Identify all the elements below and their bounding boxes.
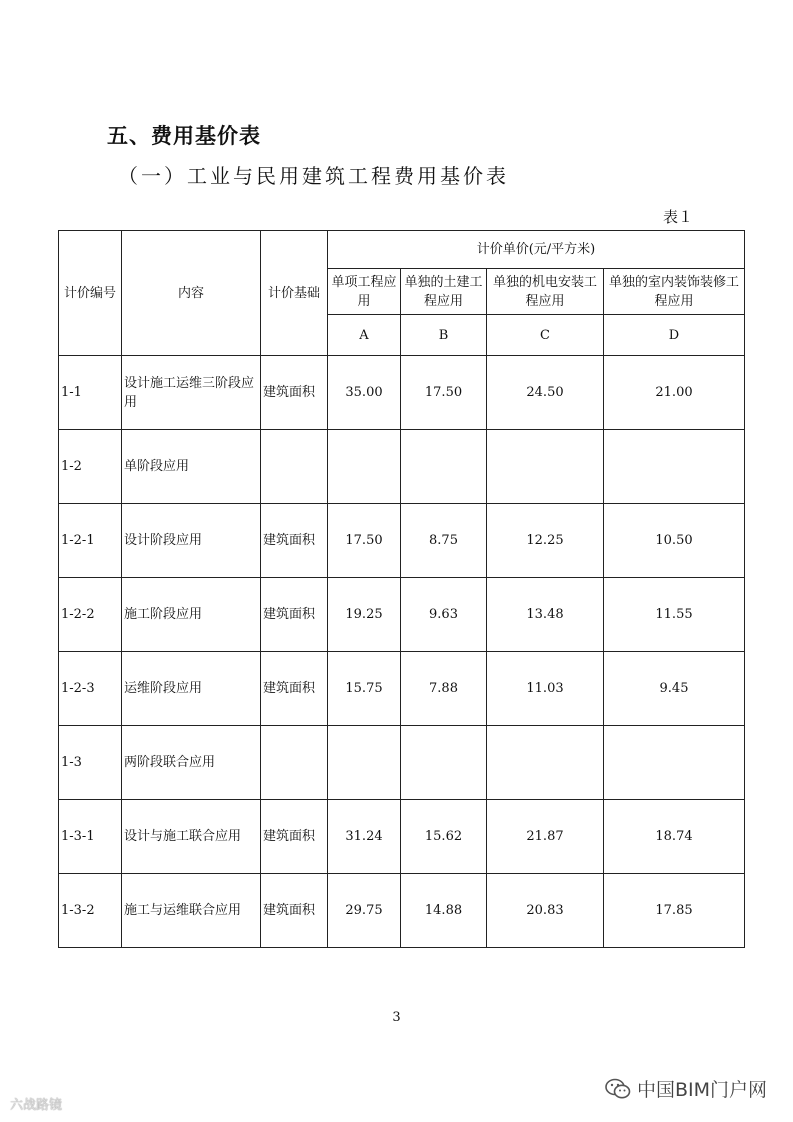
- header-basis: 计价基础: [261, 231, 328, 356]
- row-content: 两阶段联合应用: [122, 726, 261, 800]
- row-value-b: 17.50: [401, 356, 487, 430]
- table-row: [59, 578, 745, 652]
- table-row: [59, 504, 745, 578]
- row-value-d: 17.85: [604, 874, 745, 948]
- row-content: 施工阶段应用: [122, 578, 261, 652]
- row-basis: 建筑面积: [261, 578, 328, 652]
- row-value-d: [604, 726, 745, 800]
- row-code: 1-2-3: [59, 652, 122, 726]
- header-letter-d: D: [604, 315, 745, 356]
- row-basis: 建筑面积: [261, 874, 328, 948]
- row-content: 单阶段应用: [122, 430, 261, 504]
- row-value-a: [328, 726, 401, 800]
- row-code: 1-3: [59, 726, 122, 800]
- row-basis: 建筑面积: [261, 800, 328, 874]
- row-value-a: 19.25: [328, 578, 401, 652]
- header-letter-c: C: [487, 315, 604, 356]
- row-code: 1-3-1: [59, 800, 122, 874]
- row-code: 1-2-2: [59, 578, 122, 652]
- row-basis: [261, 430, 328, 504]
- row-value-d: [604, 430, 745, 504]
- row-code: 1-2: [59, 430, 122, 504]
- watermark-right-text: 中国BIM门户网: [636, 1079, 767, 1101]
- header-letter-b: B: [401, 315, 487, 356]
- row-value-a: 17.50: [328, 504, 401, 578]
- row-value-d: 11.55: [604, 578, 745, 652]
- row-basis: 建筑面积: [261, 652, 328, 726]
- row-basis: 建筑面积: [261, 356, 328, 430]
- row-value-b: 8.75: [401, 504, 487, 578]
- watermark-left: 六战路镜: [10, 1098, 63, 1113]
- row-value-c: 12.25: [487, 504, 604, 578]
- row-basis: [261, 726, 328, 800]
- row-value-b: [401, 726, 487, 800]
- row-value-a: 31.24: [328, 800, 401, 874]
- header-col-c: 单独的机电安装工程应用: [487, 269, 604, 315]
- row-code: 1-1: [59, 356, 122, 430]
- section-heading: 五、费用基价表: [107, 124, 261, 148]
- sub-heading: （一）工业与民用建筑工程费用基价表: [118, 164, 509, 188]
- header-col-d: 单独的室内装饰装修工程应用: [604, 269, 745, 315]
- row-value-d: 10.50: [604, 504, 745, 578]
- header-col-a: 单项工程应用: [328, 269, 401, 315]
- header-content: 内容: [122, 231, 261, 356]
- table-row: [59, 652, 745, 726]
- table-number: 表１: [662, 208, 693, 226]
- header-col-b: 单独的土建工程应用: [401, 269, 487, 315]
- row-value-c: 24.50: [487, 356, 604, 430]
- row-value-a: 35.00: [328, 356, 401, 430]
- row-content: 设计施工运维三阶段应用: [122, 356, 261, 430]
- header-letter-a: A: [328, 315, 401, 356]
- table-row: [59, 430, 745, 504]
- header-unit-price: 计价单价(元/平方米): [328, 231, 745, 269]
- row-value-d: 21.00: [604, 356, 745, 430]
- table-row: [59, 726, 745, 800]
- row-content: 运维阶段应用: [122, 652, 261, 726]
- row-value-c: 13.48: [487, 578, 604, 652]
- row-value-c: [487, 726, 604, 800]
- table-row: [59, 356, 745, 430]
- row-code: 1-2-1: [59, 504, 122, 578]
- row-value-c: [487, 430, 604, 504]
- page-number: 3: [392, 1010, 401, 1025]
- row-value-d: 9.45: [604, 652, 745, 726]
- row-value-b: 9.63: [401, 578, 487, 652]
- row-content: 施工与运维联合应用: [122, 874, 261, 948]
- row-value-a: [328, 430, 401, 504]
- row-code: 1-3-2: [59, 874, 122, 948]
- row-content: 设计与施工联合应用: [122, 800, 261, 874]
- header-code: 计价编号: [59, 231, 122, 356]
- row-content: 设计阶段应用: [122, 504, 261, 578]
- price-table: [58, 230, 745, 948]
- wechat-icon: [605, 1078, 631, 1100]
- row-value-b: [401, 430, 487, 504]
- row-value-c: 20.83: [487, 874, 604, 948]
- row-value-b: 7.88: [401, 652, 487, 726]
- row-value-a: 15.75: [328, 652, 401, 726]
- row-value-c: 11.03: [487, 652, 604, 726]
- table-row: [59, 800, 745, 874]
- row-value-b: 15.62: [401, 800, 487, 874]
- table-row: [59, 874, 745, 948]
- row-value-b: 14.88: [401, 874, 487, 948]
- row-value-a: 29.75: [328, 874, 401, 948]
- row-value-d: 18.74: [604, 800, 745, 874]
- watermark-right: [605, 1075, 767, 1102]
- row-value-c: 21.87: [487, 800, 604, 874]
- row-basis: 建筑面积: [261, 504, 328, 578]
